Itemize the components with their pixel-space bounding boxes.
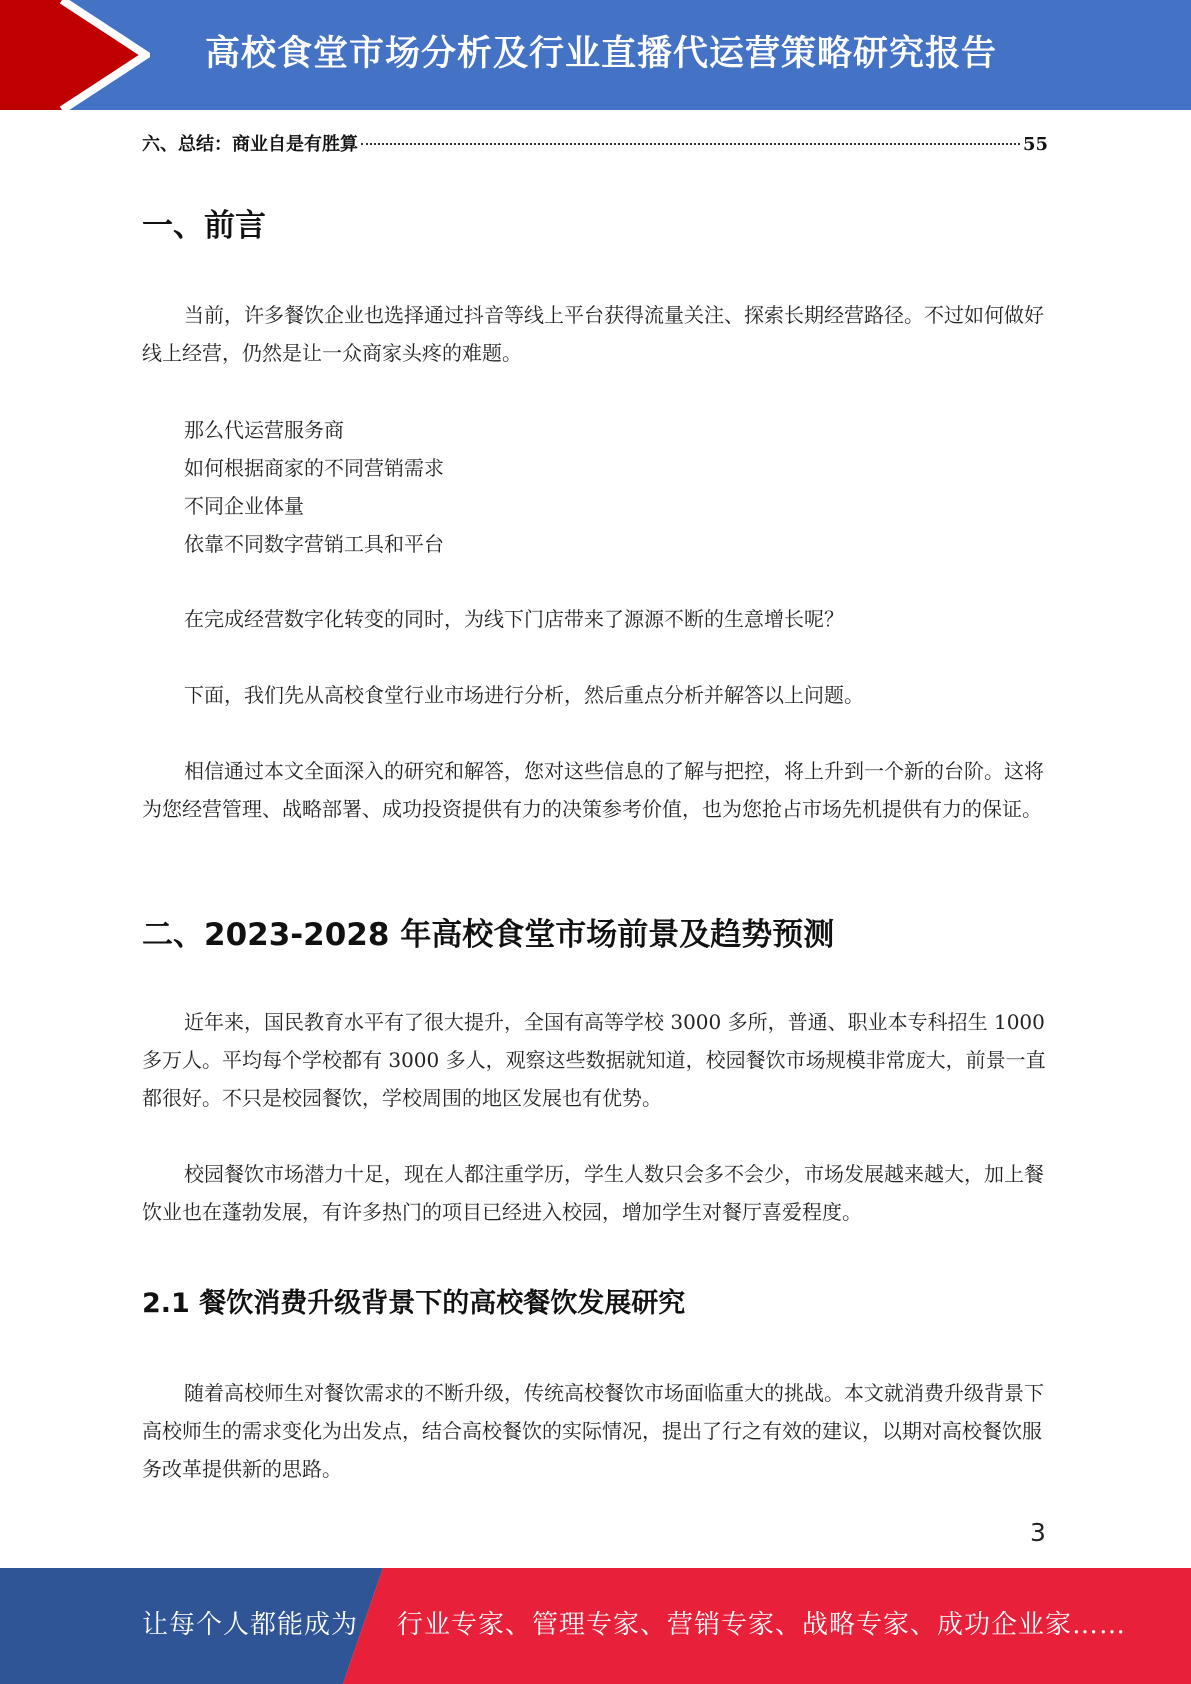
paragraph: 相信通过本文全面深入的研究和解答，您对这些信息的了解与把控，将上升到一个新的台阶。这将为您经营管理、战略部署、成功投资提供有力的决策参考价值，也为您抢占市场先机提供有力的保证。	[142, 759, 1044, 821]
toc-entry[interactable]	[142, 130, 1048, 158]
paragraph: 校园餐饮市场潜力十足，现在人都注重学历，学生人数只会多不会少，市场发展越来越大，加上餐饮业也在蓬勃发展，有许多热门的项目已经进入校园，增加学生对餐厅喜爱程度。	[142, 1162, 1044, 1224]
toc-entry-page: 55	[1022, 134, 1048, 155]
page-footer	[0, 1568, 1191, 1684]
report-title: 高校食堂市场分析及行业直播代运营策略研究报告	[205, 34, 998, 74]
footer-slogan-right: 行业专家、管理专家、营销专家、战略专家、成功企业家……	[397, 1610, 1127, 1640]
paragraph: 当前，许多餐饮企业也选择通过抖音等线上平台获得流量关注、探索长期经营路径。不过如何做好线上经营，仍然是让一众商家头疼的难题。	[142, 303, 1044, 365]
paragraph: 在完成经营数字化转变的同时，为线下门店带来了源源不断的生意增长呢？	[184, 607, 844, 631]
toc-entry-label: 六、总结：商业自是有胜算	[142, 134, 358, 155]
page-number: 3	[1030, 1518, 1046, 1547]
header-arrow-logo	[0, 0, 150, 110]
toc-dot-leader	[361, 143, 1020, 145]
paragraph-line: 那么代运营服务商	[184, 418, 344, 442]
page-header	[0, 0, 1191, 110]
paragraph-line: 如何根据商家的不同营销需求	[184, 456, 444, 480]
section-heading-market-forecast: 二、2023-2028 年高校食堂市场前景及趋势预测	[142, 917, 835, 953]
paragraph: 近年来，国民教育水平有了很大提升，全国有高等学校 3000 多所，普通、职业本专科招生 1000 多万人。平均每个学校都有 3000 多人，观察这些数据就知道，校园餐饮市场规模非常庞大，前景一直都很好。不只是校园餐饮，学校周围的地区发展也有优势。	[142, 1010, 1046, 1110]
paragraph-line: 不同企业体量	[184, 494, 304, 518]
paragraph: 下面，我们先从高校食堂行业市场进行分析，然后重点分析并解答以上问题。	[184, 683, 864, 707]
paragraph-line: 依靠不同数字营销工具和平台	[184, 532, 444, 556]
paragraph: 随着高校师生对餐饮需求的不断升级，传统高校餐饮市场面临重大的挑战。本文就消费升级背景下高校师生的需求变化为出发点，结合高校餐饮的实际情况，提出了行之有效的建议，以期对高校餐饮服务改革提供新的思路。	[142, 1381, 1044, 1481]
section-heading-preface: 一、前言	[142, 208, 266, 244]
subsection-heading-consumption-upgrade: 2.1 餐饮消费升级背景下的高校餐饮发展研究	[142, 1288, 686, 1319]
footer-slogan-left: 让每个人都能成为	[142, 1610, 359, 1640]
